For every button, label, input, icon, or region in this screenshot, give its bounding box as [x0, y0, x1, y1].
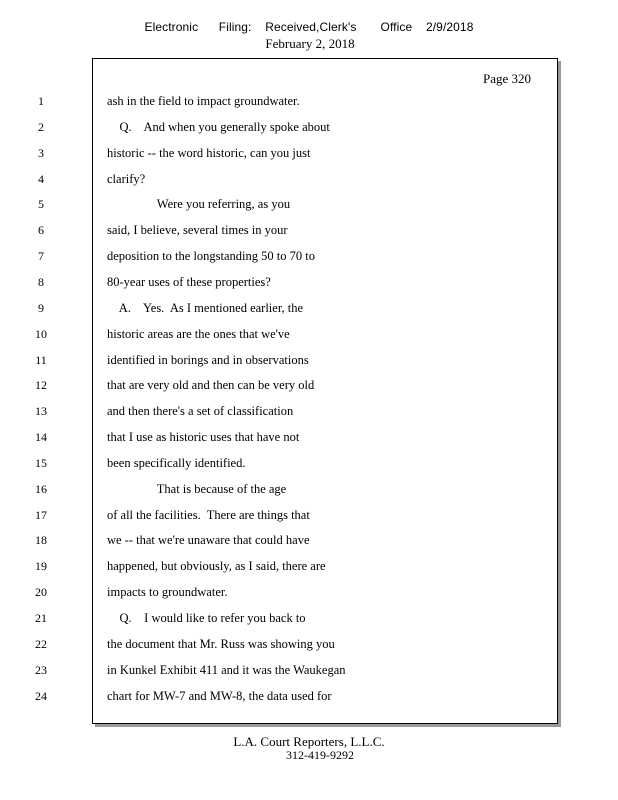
line-number: 18: [35, 533, 47, 547]
line-text: identified in borings and in observations: [107, 353, 309, 367]
line-text: been specifically identified.: [107, 456, 246, 470]
line-number: 4: [38, 172, 44, 186]
line-number: 3: [38, 146, 44, 160]
line-number: 10: [35, 327, 47, 341]
line-text: Were you referring, as you: [107, 197, 291, 211]
line-number: 13: [35, 404, 47, 418]
line-number: 2: [38, 120, 44, 134]
footer-company: L.A. Court Reporters, L.L.C.: [233, 734, 385, 749]
line-text: clarify?: [107, 172, 146, 186]
line-text: and then there's a set of classification: [107, 404, 294, 418]
footer-phone: 312-419-9292: [286, 748, 354, 762]
line-number: 5: [38, 197, 44, 211]
line-text: ash in the field to impact groundwater.: [107, 94, 300, 108]
line-text: of all the facilities. There are things that: [107, 508, 310, 522]
line-text: deposition to the longstanding 50 to 70 to: [107, 249, 315, 263]
line-text: historic areas are the ones that we've: [107, 327, 290, 341]
line-number: 24: [35, 689, 47, 703]
line-text: happened, but obviously, as I said, there are: [107, 559, 326, 573]
line-number: 16: [35, 482, 47, 496]
line-text: A. Yes. As I mentioned earlier, the: [107, 301, 304, 315]
line-text: that are very old and then can be very old: [107, 378, 315, 392]
filing-date: February 2, 2018: [265, 36, 355, 51]
line-text: historic -- the word historic, can you just: [107, 146, 311, 160]
line-text: Q. I would like to refer you back to: [107, 611, 306, 625]
line-text: Q. And when you generally spoke about: [107, 120, 330, 134]
line-text: said, I believe, several times in your: [107, 223, 288, 237]
line-number: 8: [38, 275, 44, 289]
page-number: Page 320: [482, 71, 531, 86]
filing-stamp: Electronic Filing: Received,Clerk's Office 2/9/2018: [144, 20, 474, 34]
line-number: 15: [35, 456, 47, 470]
line-number: 7: [38, 249, 44, 263]
line-number: 14: [35, 430, 47, 444]
line-number: 20: [35, 585, 47, 599]
line-text: That is because of the age: [107, 482, 287, 496]
line-number: 23: [35, 663, 47, 677]
line-text: we -- that we're unaware that could have: [107, 533, 310, 547]
line-number: 21: [35, 611, 47, 625]
line-text: impacts to groundwater.: [107, 585, 228, 599]
line-number: 17: [35, 508, 47, 522]
line-text: the document that Mr. Russ was showing you: [107, 637, 335, 651]
line-number: 6: [38, 223, 44, 237]
line-number: 11: [35, 353, 47, 367]
line-number: 19: [35, 559, 47, 573]
line-number: 1: [38, 94, 44, 108]
line-number: 9: [38, 301, 44, 315]
line-number: 22: [35, 637, 47, 651]
line-text: chart for MW-7 and MW-8, the data used for: [107, 689, 332, 703]
line-number: 12: [35, 378, 47, 392]
line-text: 80-year uses of these properties?: [107, 275, 271, 289]
line-text: in Kunkel Exhibit 411 and it was the Waukegan: [107, 663, 346, 677]
line-text: that I use as historic uses that have not: [107, 430, 300, 444]
